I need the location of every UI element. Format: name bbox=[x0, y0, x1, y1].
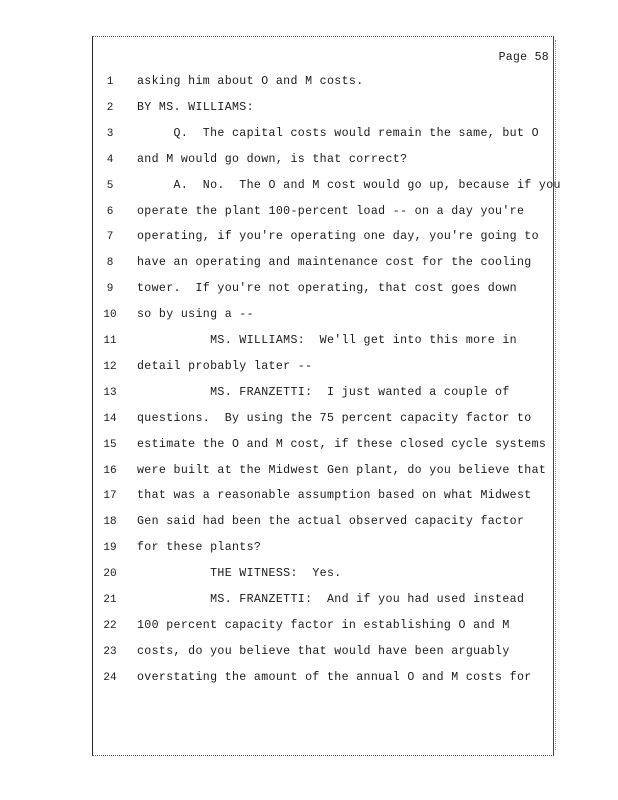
transcript-line bbox=[93, 308, 553, 324]
line-number: 4 bbox=[106, 153, 114, 166]
line-text: and M would go down, is that correct? bbox=[137, 152, 408, 166]
line-number: 20 bbox=[103, 568, 117, 581]
line-text: 100 percent capacity factor in establishing O and M bbox=[137, 618, 510, 632]
line-text: THE WITNESS: Yes. bbox=[137, 567, 342, 581]
transcript-line bbox=[93, 230, 553, 246]
transcript-page-frame bbox=[92, 36, 561, 756]
line-number: 19 bbox=[103, 542, 117, 555]
transcript-line bbox=[93, 619, 553, 635]
page-number: Page 58 bbox=[498, 51, 549, 64]
transcript-line bbox=[93, 567, 553, 583]
transcript-line bbox=[93, 645, 553, 661]
transcript-line bbox=[93, 282, 553, 298]
line-number: 16 bbox=[103, 464, 117, 477]
line-text: for these plants? bbox=[137, 541, 262, 555]
transcript-line bbox=[93, 593, 553, 609]
line-number: 1 bbox=[106, 76, 114, 88]
line-number: 21 bbox=[103, 594, 117, 606]
line-number: 14 bbox=[103, 412, 117, 425]
transcript-line bbox=[93, 205, 553, 221]
line-number: 13 bbox=[103, 386, 117, 399]
line-text: operating, if you're operating one day, you're going to bbox=[137, 230, 539, 244]
line-number: 6 bbox=[106, 205, 114, 218]
line-number: 12 bbox=[103, 360, 117, 373]
transcript-line bbox=[93, 386, 553, 402]
line-text: BY MS. WILLIAMS: bbox=[137, 100, 254, 114]
transcript-line bbox=[93, 75, 553, 91]
line-text: were built at the Midwest Gen plant, do you believe that bbox=[137, 463, 547, 477]
transcript-line bbox=[93, 541, 553, 557]
transcript-line bbox=[93, 464, 553, 480]
line-text: questions. By using the 75 percent capacity factor to bbox=[137, 411, 532, 425]
line-number: 18 bbox=[103, 516, 117, 529]
line-number: 24 bbox=[103, 671, 117, 684]
line-number: 5 bbox=[106, 179, 114, 192]
transcript-line bbox=[93, 178, 561, 195]
line-number: 7 bbox=[106, 231, 114, 244]
line-text: operate the plant 100-percent load -- on a day you're bbox=[137, 204, 525, 218]
line-text: detail probably later -- bbox=[137, 359, 313, 373]
line-number: 15 bbox=[103, 438, 117, 451]
line-text: A. No. The O and M cost would go up, because if you bbox=[137, 178, 561, 192]
line-number: 17 bbox=[103, 490, 117, 503]
line-text: that was a reasonable assumption based on what Midwest bbox=[137, 489, 532, 503]
transcript-line bbox=[93, 438, 553, 454]
line-text: asking him about O and M costs. bbox=[137, 75, 364, 88]
line-number: 22 bbox=[103, 619, 117, 632]
line-text: so by using a -- bbox=[137, 308, 254, 322]
line-number: 9 bbox=[106, 283, 114, 296]
line-text: MS. FRANZETTI: And if you had used instead bbox=[137, 593, 525, 606]
line-text: have an operating and maintenance cost for the cooling bbox=[137, 256, 532, 270]
line-text: estimate the O and M cost, if these closed cycle systems bbox=[137, 437, 547, 451]
line-text: tower. If you're not operating, that cost goes down bbox=[137, 282, 517, 296]
line-number: 11 bbox=[103, 335, 117, 347]
transcript-line bbox=[93, 489, 553, 505]
transcript-line bbox=[93, 153, 553, 169]
line-text: Gen said had been the actual observed capacity factor bbox=[137, 515, 525, 529]
line-text: costs, do you believe that would have been arguably bbox=[137, 644, 510, 658]
transcript-line bbox=[93, 101, 553, 117]
line-number: 8 bbox=[106, 257, 114, 270]
transcript-line bbox=[93, 412, 553, 428]
line-text: MS. FRANZETTI: I just wanted a couple of bbox=[137, 385, 510, 399]
line-number: 3 bbox=[106, 127, 114, 140]
line-number: 23 bbox=[103, 645, 117, 658]
line-text: Q. The capital costs would remain the same, but O bbox=[137, 126, 539, 140]
transcript-line bbox=[93, 360, 553, 376]
transcript-line bbox=[93, 671, 553, 687]
line-text: MS. WILLIAMS: We'll get into this more in bbox=[137, 334, 517, 347]
right-margin-dots bbox=[549, 40, 556, 750]
line-number: 2 bbox=[106, 101, 114, 114]
line-number: 10 bbox=[103, 309, 117, 322]
transcript-line bbox=[93, 256, 553, 272]
line-text: overstating the amount of the annual O and M costs for bbox=[137, 670, 532, 684]
transcript-line bbox=[93, 515, 553, 531]
transcript-line bbox=[93, 334, 553, 350]
transcript-line bbox=[93, 127, 553, 143]
